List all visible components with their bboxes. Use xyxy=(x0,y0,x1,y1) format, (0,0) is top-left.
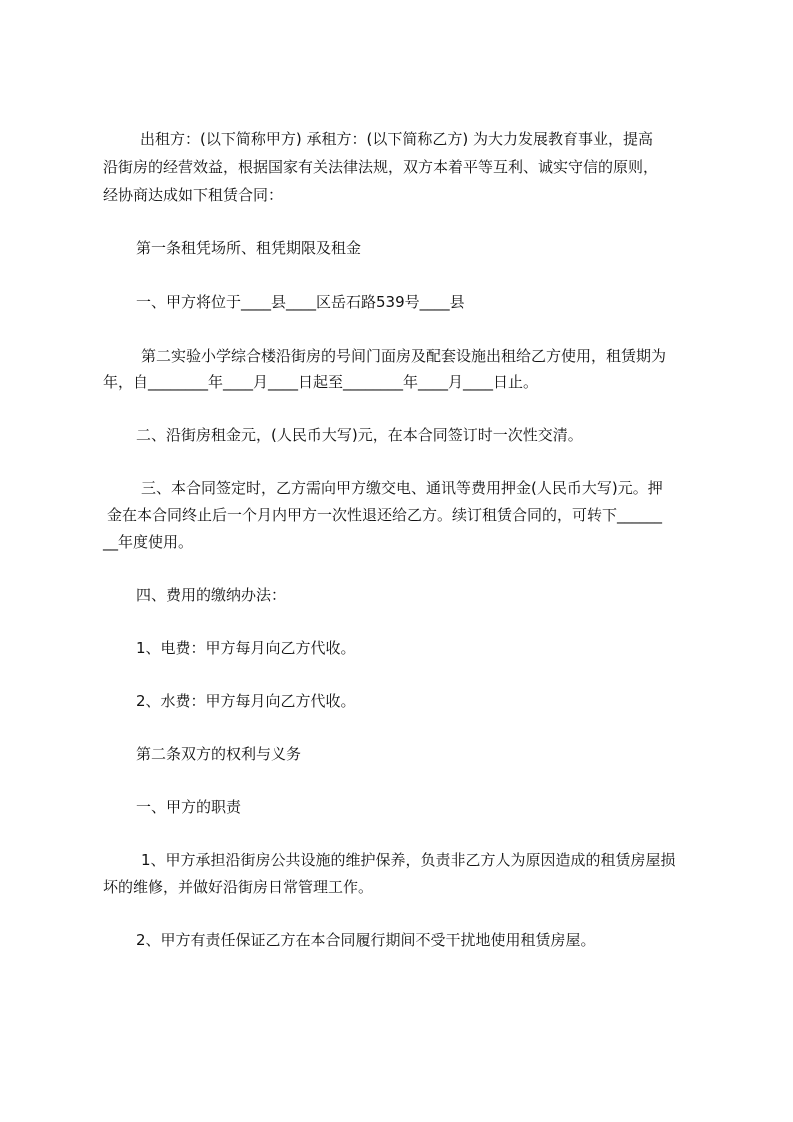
clause-premises-line-1: 第二实验小学综合楼沿街房的号间门面房及配套设施出租给乙方使用，租赁期为 xyxy=(141,347,667,365)
clause-deposit-line-2: 金在本合同终止后一个月内甲方一次性退还给乙方。续订租赁合同的，可转下______ xyxy=(107,506,663,524)
clause-rent: 二、沿街房租金元，(人民币大写)元，在本合同签订时一次性交清。 xyxy=(136,426,583,444)
intro-line-1: 出租方：(以下简称甲方) 承租方：(以下简称乙方) 为大力发展教育事业，提高 xyxy=(140,130,653,148)
clause-fees-heading: 四、费用的缴纳办法： xyxy=(136,586,287,604)
intro-line-3: 经协商达成如下租赁合同： xyxy=(103,186,284,204)
article-1-heading: 第一条租凭场所、租凭期限及租金 xyxy=(136,239,362,257)
clause-location: 一、甲方将位于____县____区岳石路539号____县 xyxy=(136,293,465,311)
clause-electricity: 1、电费：甲方每月向乙方代收。 xyxy=(136,639,356,657)
clause-premises-line-2: 年，自________年____月____日起至________年____月____日止。 xyxy=(103,373,539,391)
duty-1-line-2: 坏的维修，并做好沿街房日常管理工作。 xyxy=(103,878,374,896)
clause-deposit-line-1: 三、本合同签定时，乙方需向甲方缴交电、通讯等费用押金(人民币大写)元。押 xyxy=(141,479,663,497)
clause-water: 2、水费：甲方每月向乙方代收。 xyxy=(136,692,356,710)
duty-1-line-1: 1、甲方承担沿街房公共设施的维护保养，负责非乙方人为原因造成的租赁房屋损 xyxy=(141,851,676,869)
duty-2: 2、甲方有责任保证乙方在本合同履行期间不受干扰地使用租赁房屋。 xyxy=(136,931,596,949)
clause-deposit-line-3: __年度使用。 xyxy=(103,533,194,551)
article-2-heading: 第二条双方的权利与义务 xyxy=(136,745,302,763)
party-a-duties-heading: 一、甲方的职责 xyxy=(136,798,242,816)
intro-line-2: 沿街房的经营效益，根据国家有关法律法规，双方本着平等互利、诚实守信的原则， xyxy=(103,158,659,176)
